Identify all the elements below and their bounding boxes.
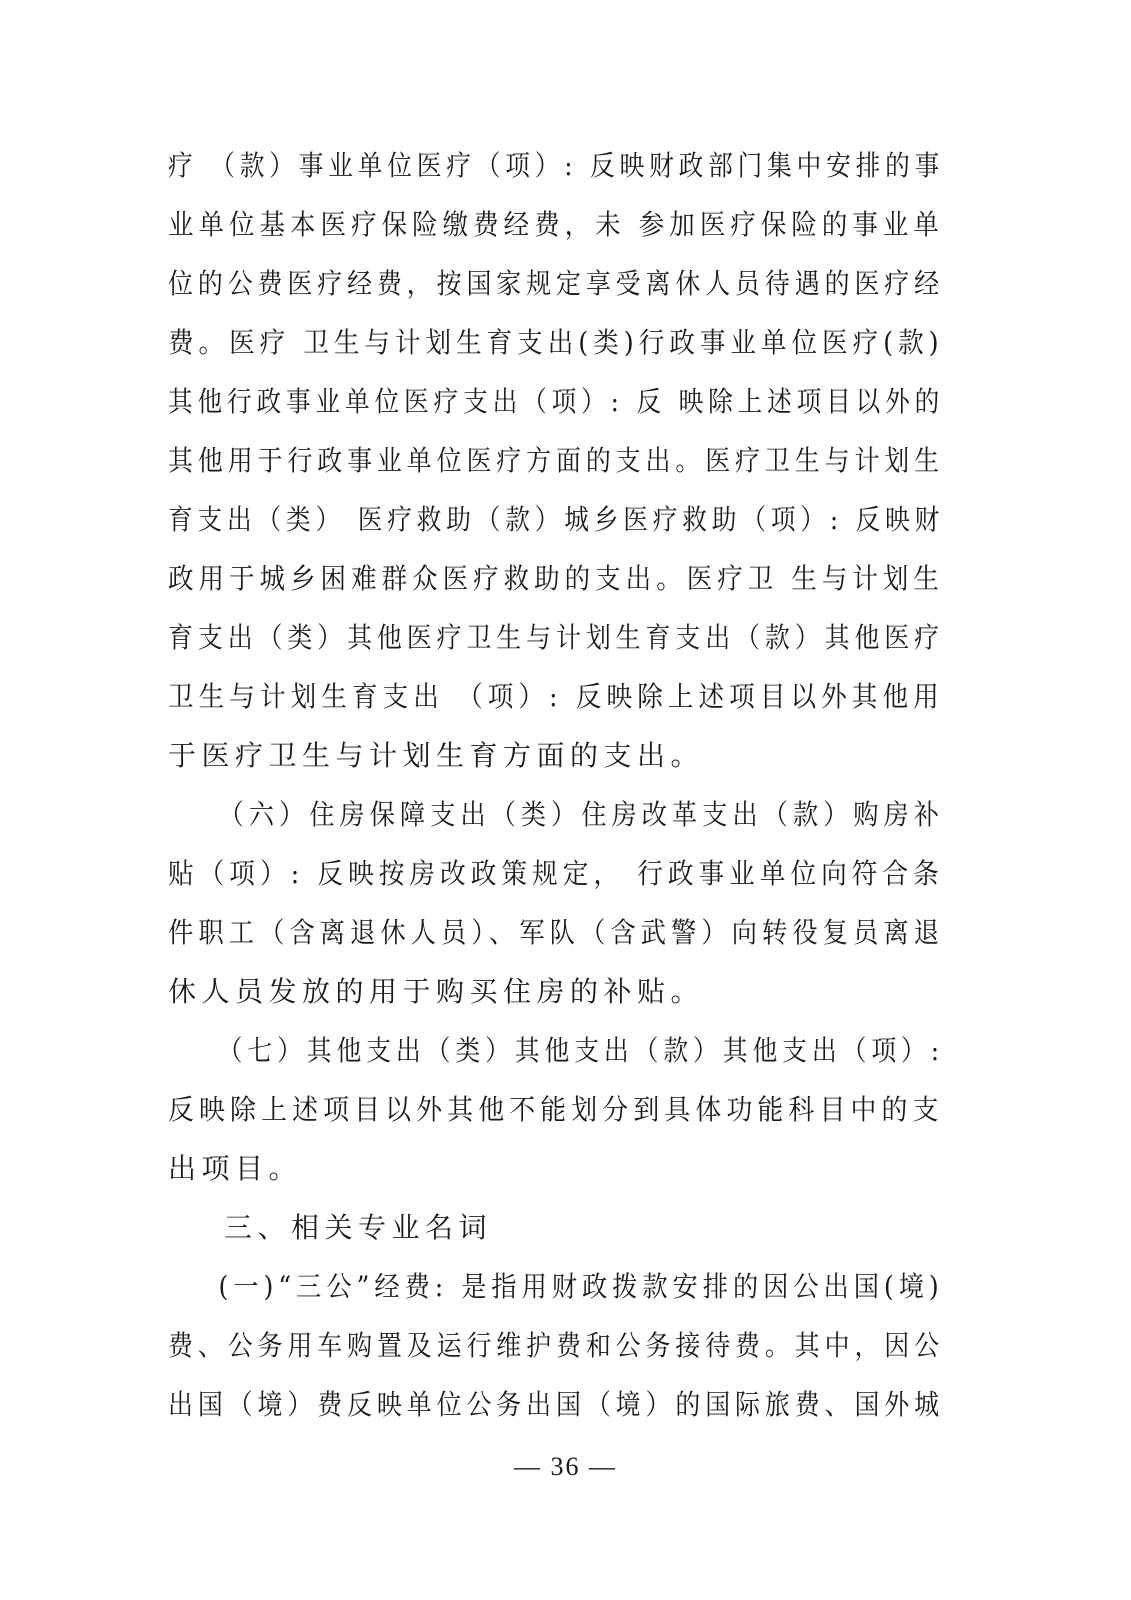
text-line: 卫生与计划生育支出 （项）: 反映除上述项目以外其他用 — [168, 680, 944, 713]
text-line: 件职工（含离退休人员）、军队（含武警）向转役复员离退 — [168, 916, 945, 949]
text-line: 政用于城乡困难群众医疗救助的支出。医疗卫 生与计划生 — [168, 562, 944, 595]
text-line: 于医疗卫生与计划生育方面的支出。 — [168, 739, 705, 772]
paragraph-start-line: （七）其他支出（类）其他支出（款）其他支出（项）: — [217, 1034, 944, 1067]
text-line: 其他用于行政事业单位医疗方面的支出。医疗卫生与计划生 — [168, 444, 944, 477]
text-line: 休人员发放的用于购买住房的补贴。 — [168, 975, 705, 1008]
text-line: 位的公费医疗经费，按国家规定享受离休人员待遇的医疗经 — [168, 267, 944, 300]
text-line: 贴（项）: 反映按房改政策规定， 行政事业单位向符合条 — [168, 857, 944, 890]
text-line: 反映除上述项目以外其他不能划分到具体功能科目中的支 — [168, 1093, 944, 1126]
text-line: 育支出（类）其他医疗卫生与计划生育支出（款）其他医疗 — [168, 621, 944, 654]
text-line: 出项目。 — [168, 1152, 303, 1185]
text-line: 疗 （款）事业单位医疗（项）: 反映财政部门集中安排的事 — [168, 149, 945, 182]
text-line: 费、公务用车购置及运行维护费和公务接待费。其中，因公 — [168, 1329, 944, 1362]
paragraph-start-line: (一)“三公”经费: 是指用财政拨款安排的因公出国(境) — [218, 1270, 944, 1303]
text-line: 费。医疗 卫生与计划生育支出(类)行政事业单位医疗(款) — [168, 326, 944, 359]
text-line: 业单位基本医疗保险缴费经费，未 参加医疗保险的事业单 — [168, 208, 944, 241]
section-heading: 三、相关专业名词 — [224, 1211, 493, 1244]
text-line: 出国（境）费反映单位公务出国（境）的国际旅费、国外城 — [168, 1388, 944, 1421]
text-line: 其他行政事业单位医疗支出（项）: 反 映除上述项目以外的 — [168, 385, 945, 418]
page-number: — 36 — — [514, 1452, 617, 1481]
body-text — [168, 136, 944, 1434]
paragraph-start-line: （六）住房保障支出（类）住房改革支出（款）购房补 — [218, 798, 944, 831]
text-line: 育支出（类） 医疗救助（款）城乡医疗救助（项）: 反映财 — [168, 503, 945, 536]
